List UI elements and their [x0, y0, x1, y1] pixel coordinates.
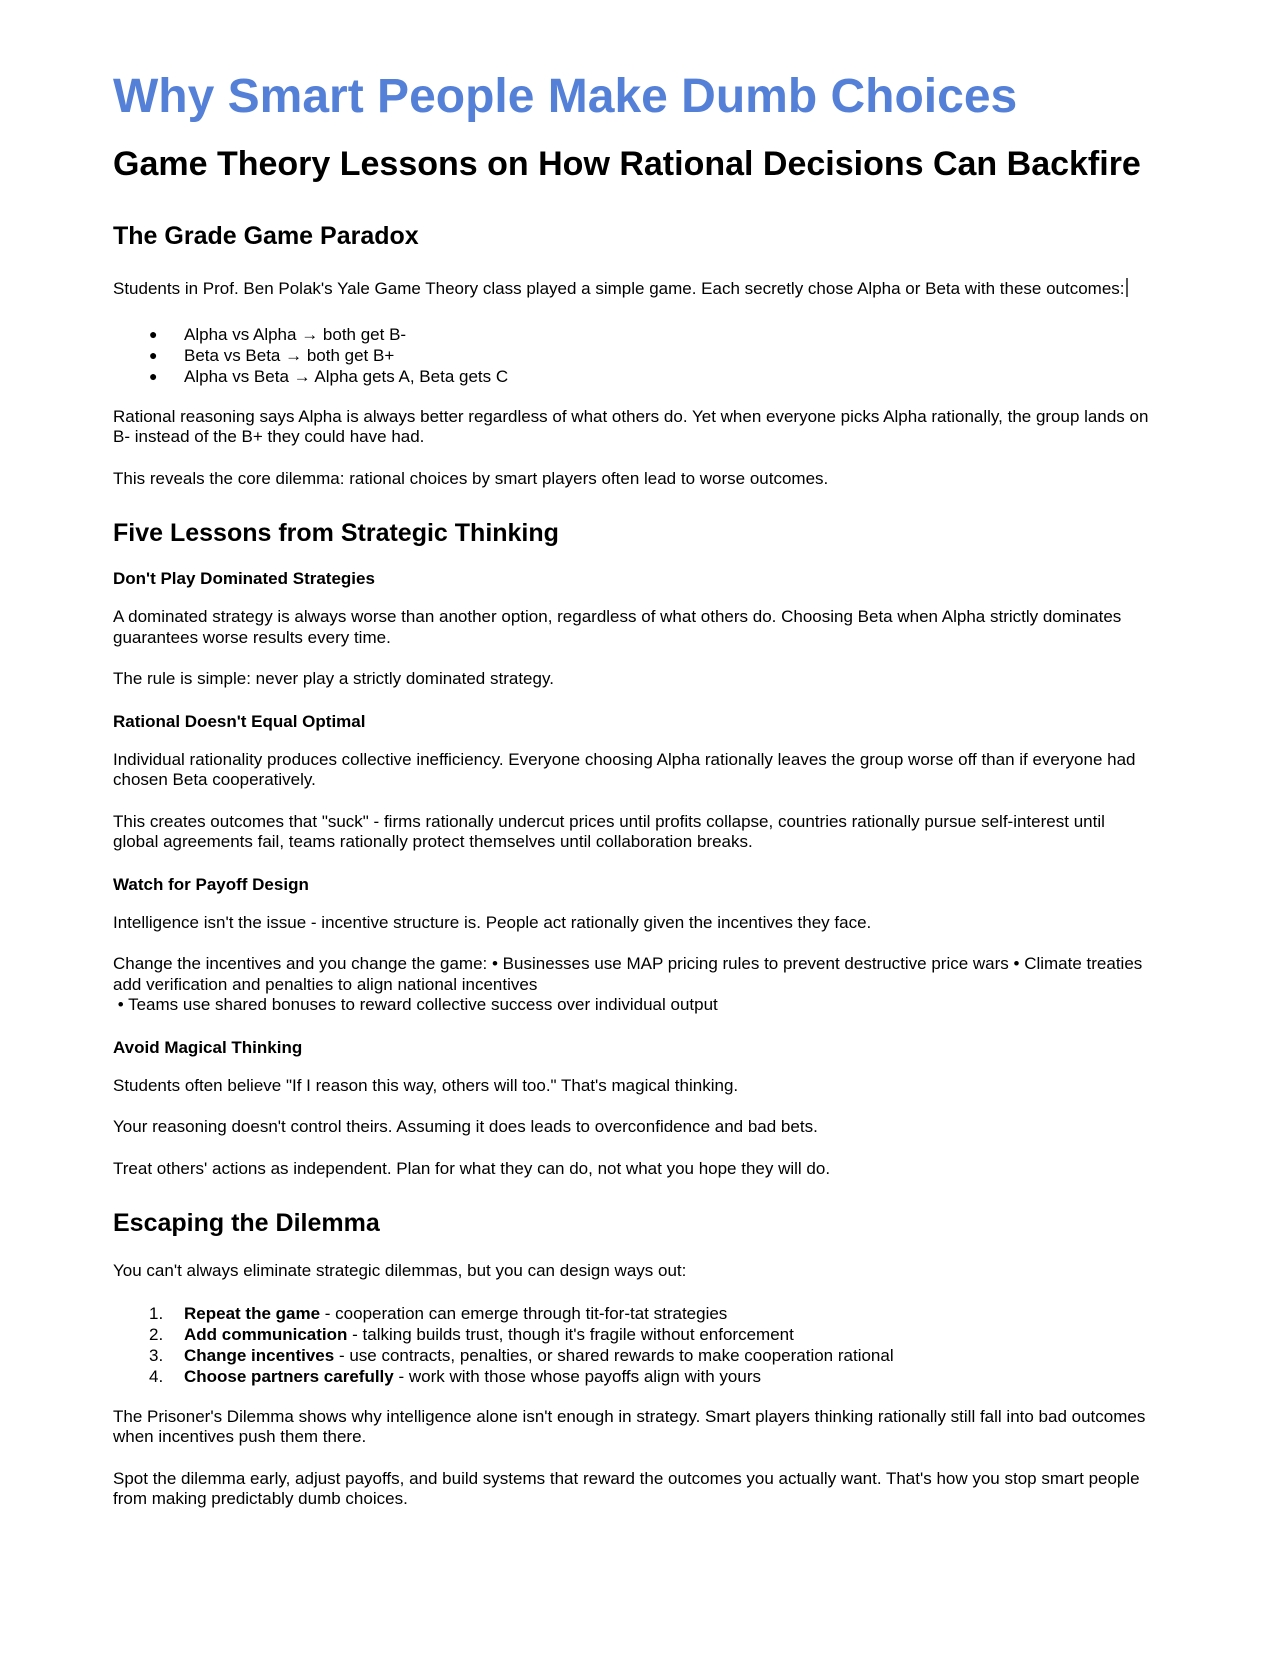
- heading-rational-optimal: Rational Doesn't Equal Optimal: [113, 711, 366, 731]
- list-number: 1.: [149, 1303, 164, 1323]
- list-item: ● Beta vs Beta → both get B+: [149, 345, 395, 365]
- paragraph: The rule is simple: never play a strictly dominated strategy.: [113, 669, 554, 688]
- list-item-title: Choose partners carefully: [184, 1366, 394, 1386]
- list-item: 1. Repeat the game - cooperation can emerge through tit-for-tat strategies: [149, 1303, 728, 1323]
- document-subtitle: Game Theory Lessons on How Rational Decisions Can Backfire: [113, 145, 1141, 183]
- paragraph: A dominated strategy is always worse than another option, regardless of what others do. Choosing Beta when Alpha strictly dominates guarantees worse results every time.: [113, 607, 1122, 647]
- grade-game-intro: Students in Prof. Ben Polak's Yale Game Theory class played a simple game. Each secretly chose Alpha or Beta with these outcomes:: [113, 278, 1153, 300]
- bullet-icon: ●: [149, 367, 158, 384]
- document-title: Why Smart People Make Dumb Choices: [113, 70, 1018, 123]
- paragraph: Students often believe "If I reason this way, others will too." That's magical thinking.: [113, 1075, 739, 1095]
- list-item: ● Alpha vs Beta → Alpha gets A, Beta gets C: [149, 366, 509, 386]
- outcome-list: [113, 324, 1153, 387]
- list-number: 2.: [149, 1324, 164, 1344]
- escape-strategies-list: [113, 1303, 1153, 1387]
- paragraph: Treat others' actions as independent. Plan for what they can do, not what you hope they will do.: [113, 1158, 831, 1178]
- list-item: 2. Add communication - talking builds trust, though it's fragile without enforcement: [149, 1324, 794, 1344]
- heading-payoff-design: Watch for Payoff Design: [113, 874, 309, 894]
- paragraph: Individual rationality produces collective inefficiency. Everyone choosing Alpha rationally leaves the group worse off than if everyone had chosen Beta cooperatively.: [113, 749, 1136, 789]
- paragraph: Intelligence isn't the issue - incentive structure is. People act rationally given the incentives they face.: [113, 912, 872, 932]
- document-body[interactable]: [113, 62, 1153, 1510]
- paragraph: Your reasoning doesn't control theirs. Assuming it does leads to overconfidence and bad bets.: [113, 1117, 818, 1136]
- list-item: 4. Choose partners carefully - work with those whose payoffs align with yours: [149, 1366, 761, 1386]
- list-item: ● Alpha vs Alpha → both get B-: [149, 324, 407, 344]
- paragraph: Change the incentives and you change the game: • Businesses use MAP pricing rules to prevent destructive price wars • Climate treaties add verification and penalties to align national incentives: [113, 954, 1143, 994]
- heading-five-lessons: Five Lessons from Strategic Thinking: [113, 519, 559, 547]
- paragraph: Rational reasoning says Alpha is always better regardless of what others do. Yet when everyone picks Alpha rationally, the group lands on B- instead of the B+ they could have had.: [113, 406, 1149, 446]
- paragraph: • Teams use shared bonuses to reward collective success over individual output: [113, 995, 718, 1014]
- list-item-title: Repeat the game: [184, 1303, 321, 1323]
- bullet-icon: ●: [149, 325, 158, 342]
- bullet-icon: ●: [149, 346, 158, 363]
- list-item-title: Add communication: [184, 1324, 348, 1344]
- heading-escaping-dilemma: Escaping the Dilemma: [113, 1209, 380, 1237]
- list-item-title: Change incentives: [184, 1345, 335, 1365]
- paragraph: This creates outcomes that "suck" - firms rationally undercut prices until profits collapse, countries rationally pursue self-interest until global agreements fail, teams rationally protect themselves until collaboration breaks.: [113, 811, 1105, 851]
- heading-grade-game: The Grade Game Paradox: [113, 222, 419, 250]
- paragraph: The Prisoner's Dilemma shows why intelligence alone isn't enough in strategy. Smart players thinking rationally still fall into bad outcomes when incentives push them there.: [113, 1406, 1146, 1446]
- text-cursor: [1126, 278, 1128, 297]
- heading-dominated-strategies: Don't Play Dominated Strategies: [113, 569, 375, 588]
- paragraph: This reveals the core dilemma: rational choices by smart players often lead to worse outcomes.: [113, 468, 829, 488]
- paragraph: You can't always eliminate strategic dilemmas, but you can design ways out:: [113, 1261, 687, 1280]
- heading-magical-thinking: Avoid Magical Thinking: [113, 1037, 303, 1057]
- list-number: 3.: [149, 1345, 164, 1365]
- paragraph: Spot the dilemma early, adjust payoffs, and build systems that reward the outcomes you actually want. That's how you stop smart people from making predictably dumb choices.: [113, 1468, 1140, 1508]
- list-number: 4.: [149, 1366, 164, 1386]
- list-item: 3. Change incentives - use contracts, penalties, or shared rewards to make cooperation rational: [149, 1345, 894, 1365]
